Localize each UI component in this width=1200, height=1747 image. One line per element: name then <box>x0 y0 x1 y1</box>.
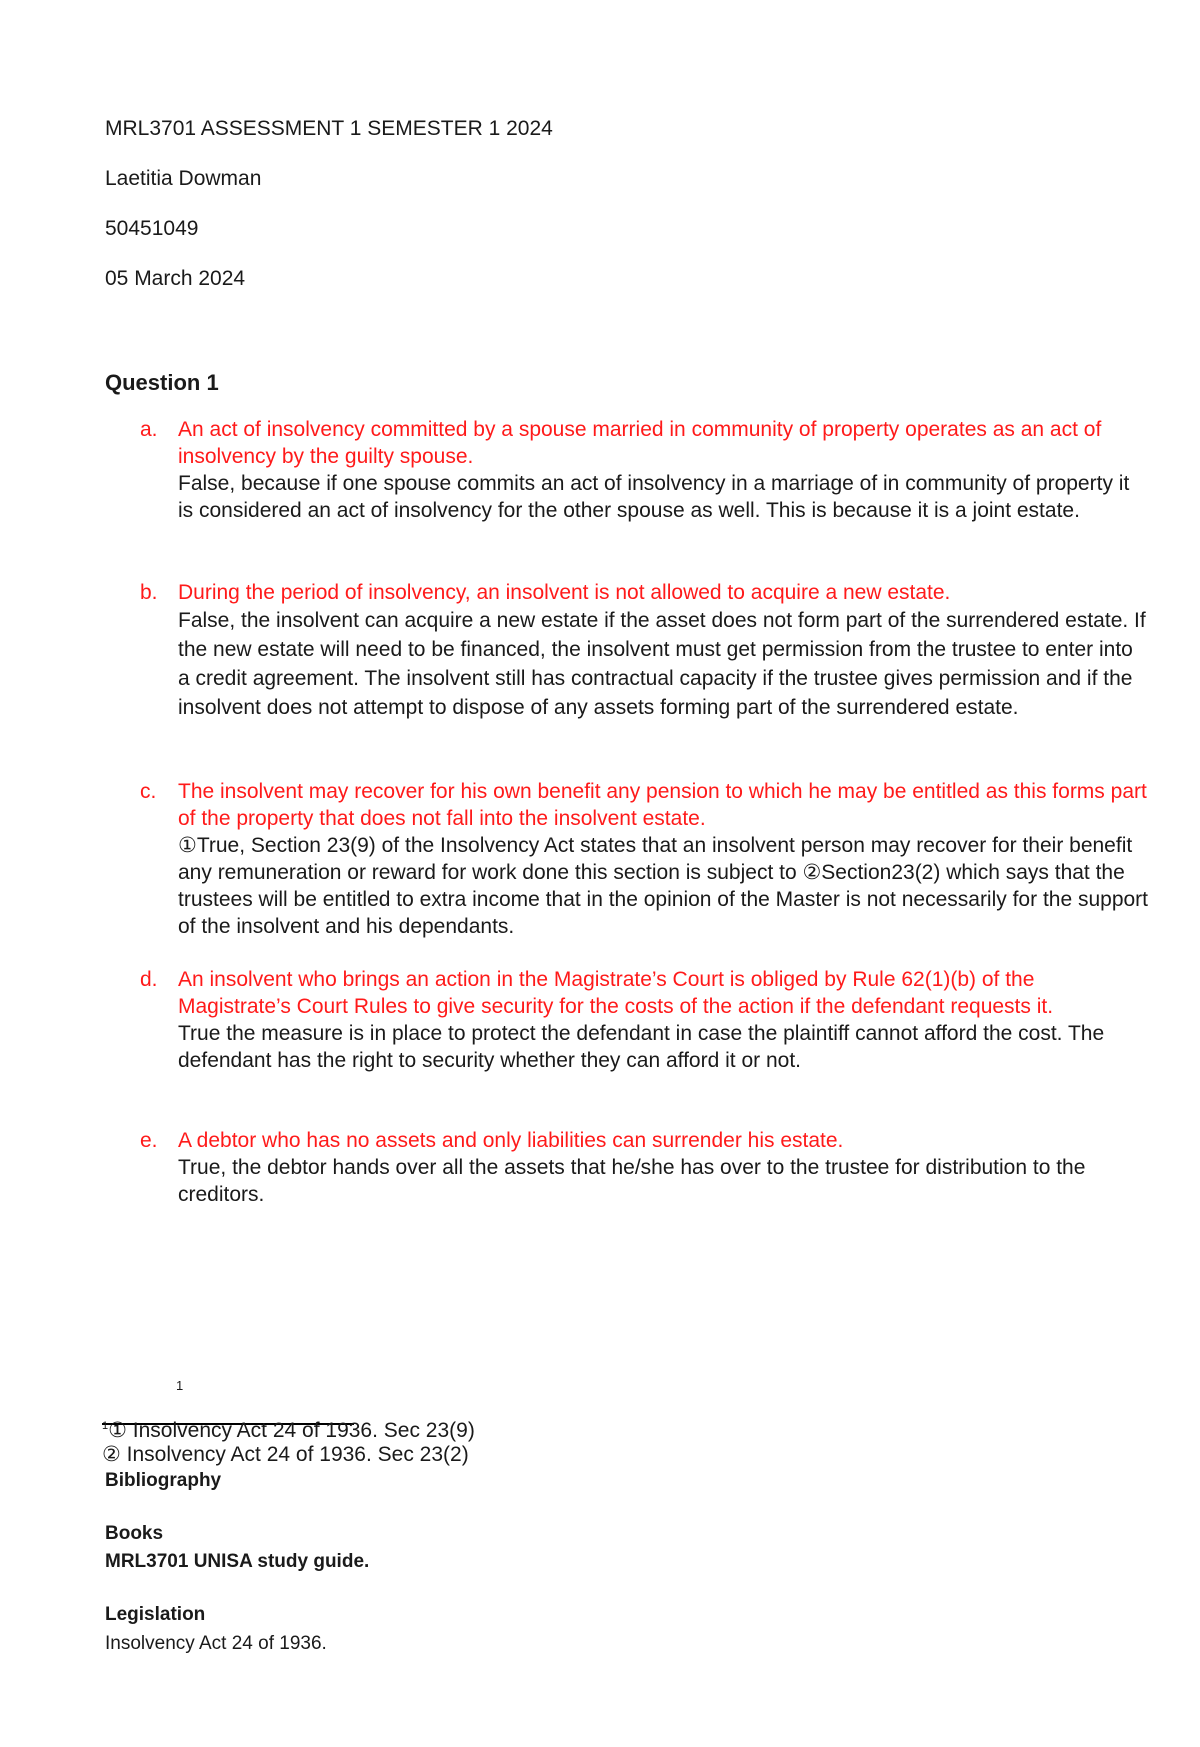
item-statement: An insolvent who brings an action in the Magistrate’s Court is obliged by Rule 62(1)(b) of the Magistrate’s Court Rules to give security for the costs of the action if the defendant requests it. <box>178 968 1054 1018</box>
item-statement: A debtor who has no assets and only liabilities can surrender his estate. <box>178 1129 844 1152</box>
item-statement: During the period of insolvency, an insolvent is not allowed to acquire a new estate. <box>178 581 951 604</box>
footnote-text: ① Insolvency Act 24 of 1936. Sec 23(9) <box>108 1419 475 1442</box>
question-heading: Question 1 <box>105 370 219 395</box>
footnote-mark: 1 <box>102 1420 109 1432</box>
item-answer: False, the insolvent can acquire a new estate if the asset does not form part of the surrendered estate. If the new estate will need to be financed, the insolvent must get permission from the trustee to enter into a credit agreement. The insolvent still has contractual capacity if the trustee gives permission and if the insolvent does not attempt to dispose of any assets forming part of the surrendered estate. <box>178 609 1146 719</box>
document-title: MRL3701 ASSESSMENT 1 SEMESTER 1 2024 <box>105 117 553 140</box>
item-body <box>178 416 1148 524</box>
book-entry: MRL3701 UNISA study guide. <box>105 1551 370 1572</box>
legislation-heading: Legislation <box>105 1604 206 1625</box>
item-marker: d. <box>140 968 158 991</box>
bibliography-heading: Bibliography <box>105 1470 222 1491</box>
item-marker: c. <box>140 780 157 803</box>
item-body <box>178 579 1148 722</box>
submission-date: 05 March 2024 <box>105 267 246 290</box>
item-marker: a. <box>140 418 158 441</box>
item-statement: An act of insolvency committed by a spouse married in community of property operates as an act of insolvency by the guilty spouse. <box>178 418 1102 468</box>
books-heading: Books <box>105 1523 164 1544</box>
item-answer: True, the debtor hands over all the assets that he/she has over to the trustee for distribution to the creditors. <box>178 1156 1086 1206</box>
item-body <box>178 778 1148 940</box>
item-answer: False, because if one spouse commits an act of insolvency in a marriage of in community of property it is considered an act of insolvency for the other spouse as well. This is because it is a joint estate. <box>178 472 1130 522</box>
legislation-entry: Insolvency Act 24 of 1936. <box>105 1633 327 1654</box>
footnote-reference: 1 <box>176 1378 184 1393</box>
author-name: Laetitia Dowman <box>105 167 262 190</box>
footnote-1 <box>102 1413 475 1444</box>
item-answer: True the measure is in place to protect the defendant in case the plaintiff cannot afford the cost. The defendant has the right to security whether they can afford it or not. <box>178 1022 1105 1072</box>
student-number: 50451049 <box>105 217 199 240</box>
footnote-2: ② Insolvency Act 24 of 1936. Sec 23(2) <box>102 1443 469 1466</box>
item-body <box>178 966 1148 1074</box>
item-answer: ①True, Section 23(9) of the Insolvency Act states that an insolvent person may recover for their benefit any remuneration or reward for work done this section is subject to ②Section23(2) which says that the trustees will be entitled to extra income that in the opinion of the Master is not necessarily for the support of the insolvent and his dependants. <box>178 834 1149 938</box>
item-statement: The insolvent may recover for his own benefit any pension to which he may be entitled as this forms part of the property that does not fall into the insolvent estate. <box>178 780 1147 830</box>
item-marker: b. <box>140 581 158 604</box>
item-body <box>178 1127 1148 1208</box>
item-marker: e. <box>140 1129 158 1152</box>
